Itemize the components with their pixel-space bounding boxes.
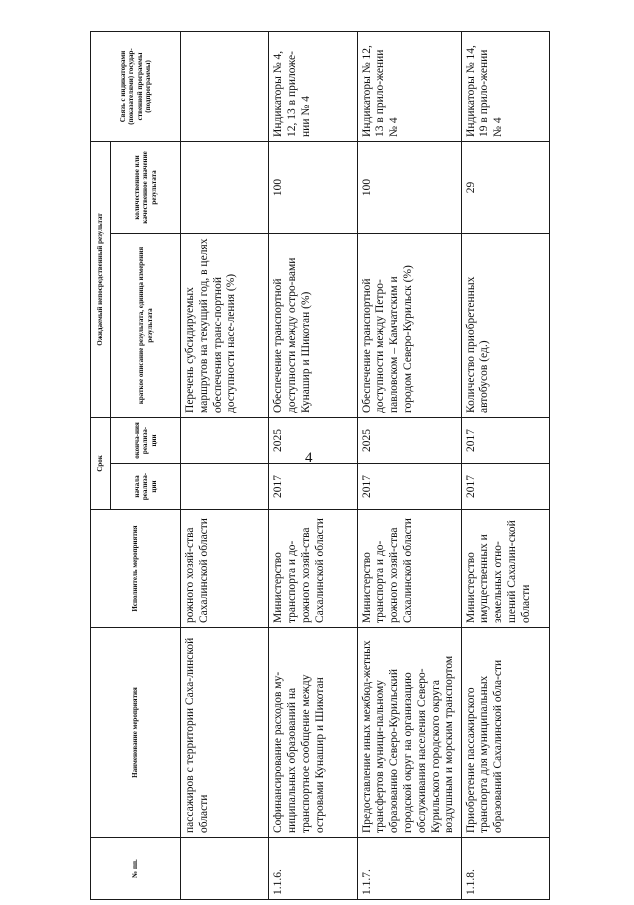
cell-link: Индикаторы № 12, 13 в прило-жении № 4 — [357, 31, 461, 141]
cell-link — [181, 31, 269, 141]
cell-start: 2017 — [269, 464, 357, 510]
cell-no — [181, 838, 269, 900]
cell-end: 2025 — [269, 417, 357, 463]
cell-end: 2025 — [357, 417, 461, 463]
cell-name: Приобретение пассажирского транспорта для муниципальных образований Сахалинской обла-сти — [461, 628, 549, 838]
page-number: 4 — [305, 450, 313, 466]
cell-executor: Министерство имущественных и земельных отно-шений Сахалин-ской области — [461, 510, 549, 628]
cell-no: 1.1.8. — [461, 838, 549, 900]
table-row — [357, 31, 461, 899]
table-body — [181, 31, 550, 899]
header-result-desc: краткое описание результата, единица измерения результата — [111, 233, 181, 417]
table-header — [91, 31, 181, 899]
cell-name: Предоставление иных межбюд-жетных трансфертов муници-пальному образованию Северо-Курильский городской округ на организацию обслуживания населения Северо-Курильского городского округа воздушным и морским транспортом — [357, 628, 461, 838]
cell-result-value: 100 — [269, 141, 357, 233]
header-executor: Исполнитель мероприятия — [91, 510, 181, 628]
header-name: Наименование мероприятия — [91, 628, 181, 838]
cell-result-value — [181, 141, 269, 233]
cell-result-value: 29 — [461, 141, 549, 233]
cell-no: 1.1.6. — [269, 838, 357, 900]
cell-start: 2017 — [461, 464, 549, 510]
cell-link: Индикаторы № 14, 19 в прило-жении № 4 — [461, 31, 549, 141]
cell-result-desc: Обеспечение транспортной доступности между остро-вами Кунашир и Шикотан (%) — [269, 233, 357, 417]
header-no: № пп. — [91, 838, 181, 900]
header-result: Ожидаемый непосредственный результат — [91, 141, 111, 417]
header-result-value: количественное или качественное значение результата — [111, 141, 181, 233]
table-row — [269, 31, 357, 899]
cell-start — [181, 464, 269, 510]
cell-executor: Министерство транспорта и до-рожного хозяй-ства Сахалинской области — [357, 510, 461, 628]
cell-name: пассажиров с территории Саха-линской области — [181, 628, 269, 838]
cell-executor: рожного хозяй-ства Сахалинской области — [181, 510, 269, 628]
cell-result-value: 100 — [357, 141, 461, 233]
cell-end: 2017 — [461, 417, 549, 463]
cell-end — [181, 417, 269, 463]
header-term: Срок — [91, 417, 111, 509]
header-term-start: начала реализа-ции — [111, 464, 181, 510]
activities-table — [90, 31, 550, 900]
header-link: Связь с индикаторами (показателями) государ-ственной программы (подпрограммы) — [91, 31, 181, 141]
table-row — [181, 31, 269, 899]
cell-start: 2017 — [357, 464, 461, 510]
cell-link: Индикаторы № 4, 12, 13 в приложе-нии № 4 — [269, 31, 357, 141]
cell-name: Софинансирование расходов му-ниципальных образований на транспортное сообщение между островами Кунашир и Шикотан — [269, 628, 357, 838]
rotated-table-container — [90, 32, 550, 900]
header-term-end: оконча-ния реализа-ции — [111, 417, 181, 463]
cell-result-desc: Количество приобретенных автобусов (ед.) — [461, 233, 549, 417]
cell-executor: Министерство транспорта и до-рожного хозяй-ства Сахалинской области — [269, 510, 357, 628]
table-row — [461, 31, 549, 899]
cell-result-desc: Обеспечение транспортной доступности между Петро-павловском – Камчатским и городом Северо-Курильск (%) — [357, 233, 461, 417]
cell-no: 1.1.7. — [357, 838, 461, 900]
cell-result-desc: Перечень субсидируемых маршрутов на текущий год, в целях обеспечения транс-портной доступности насе-ления (%) — [181, 233, 269, 417]
